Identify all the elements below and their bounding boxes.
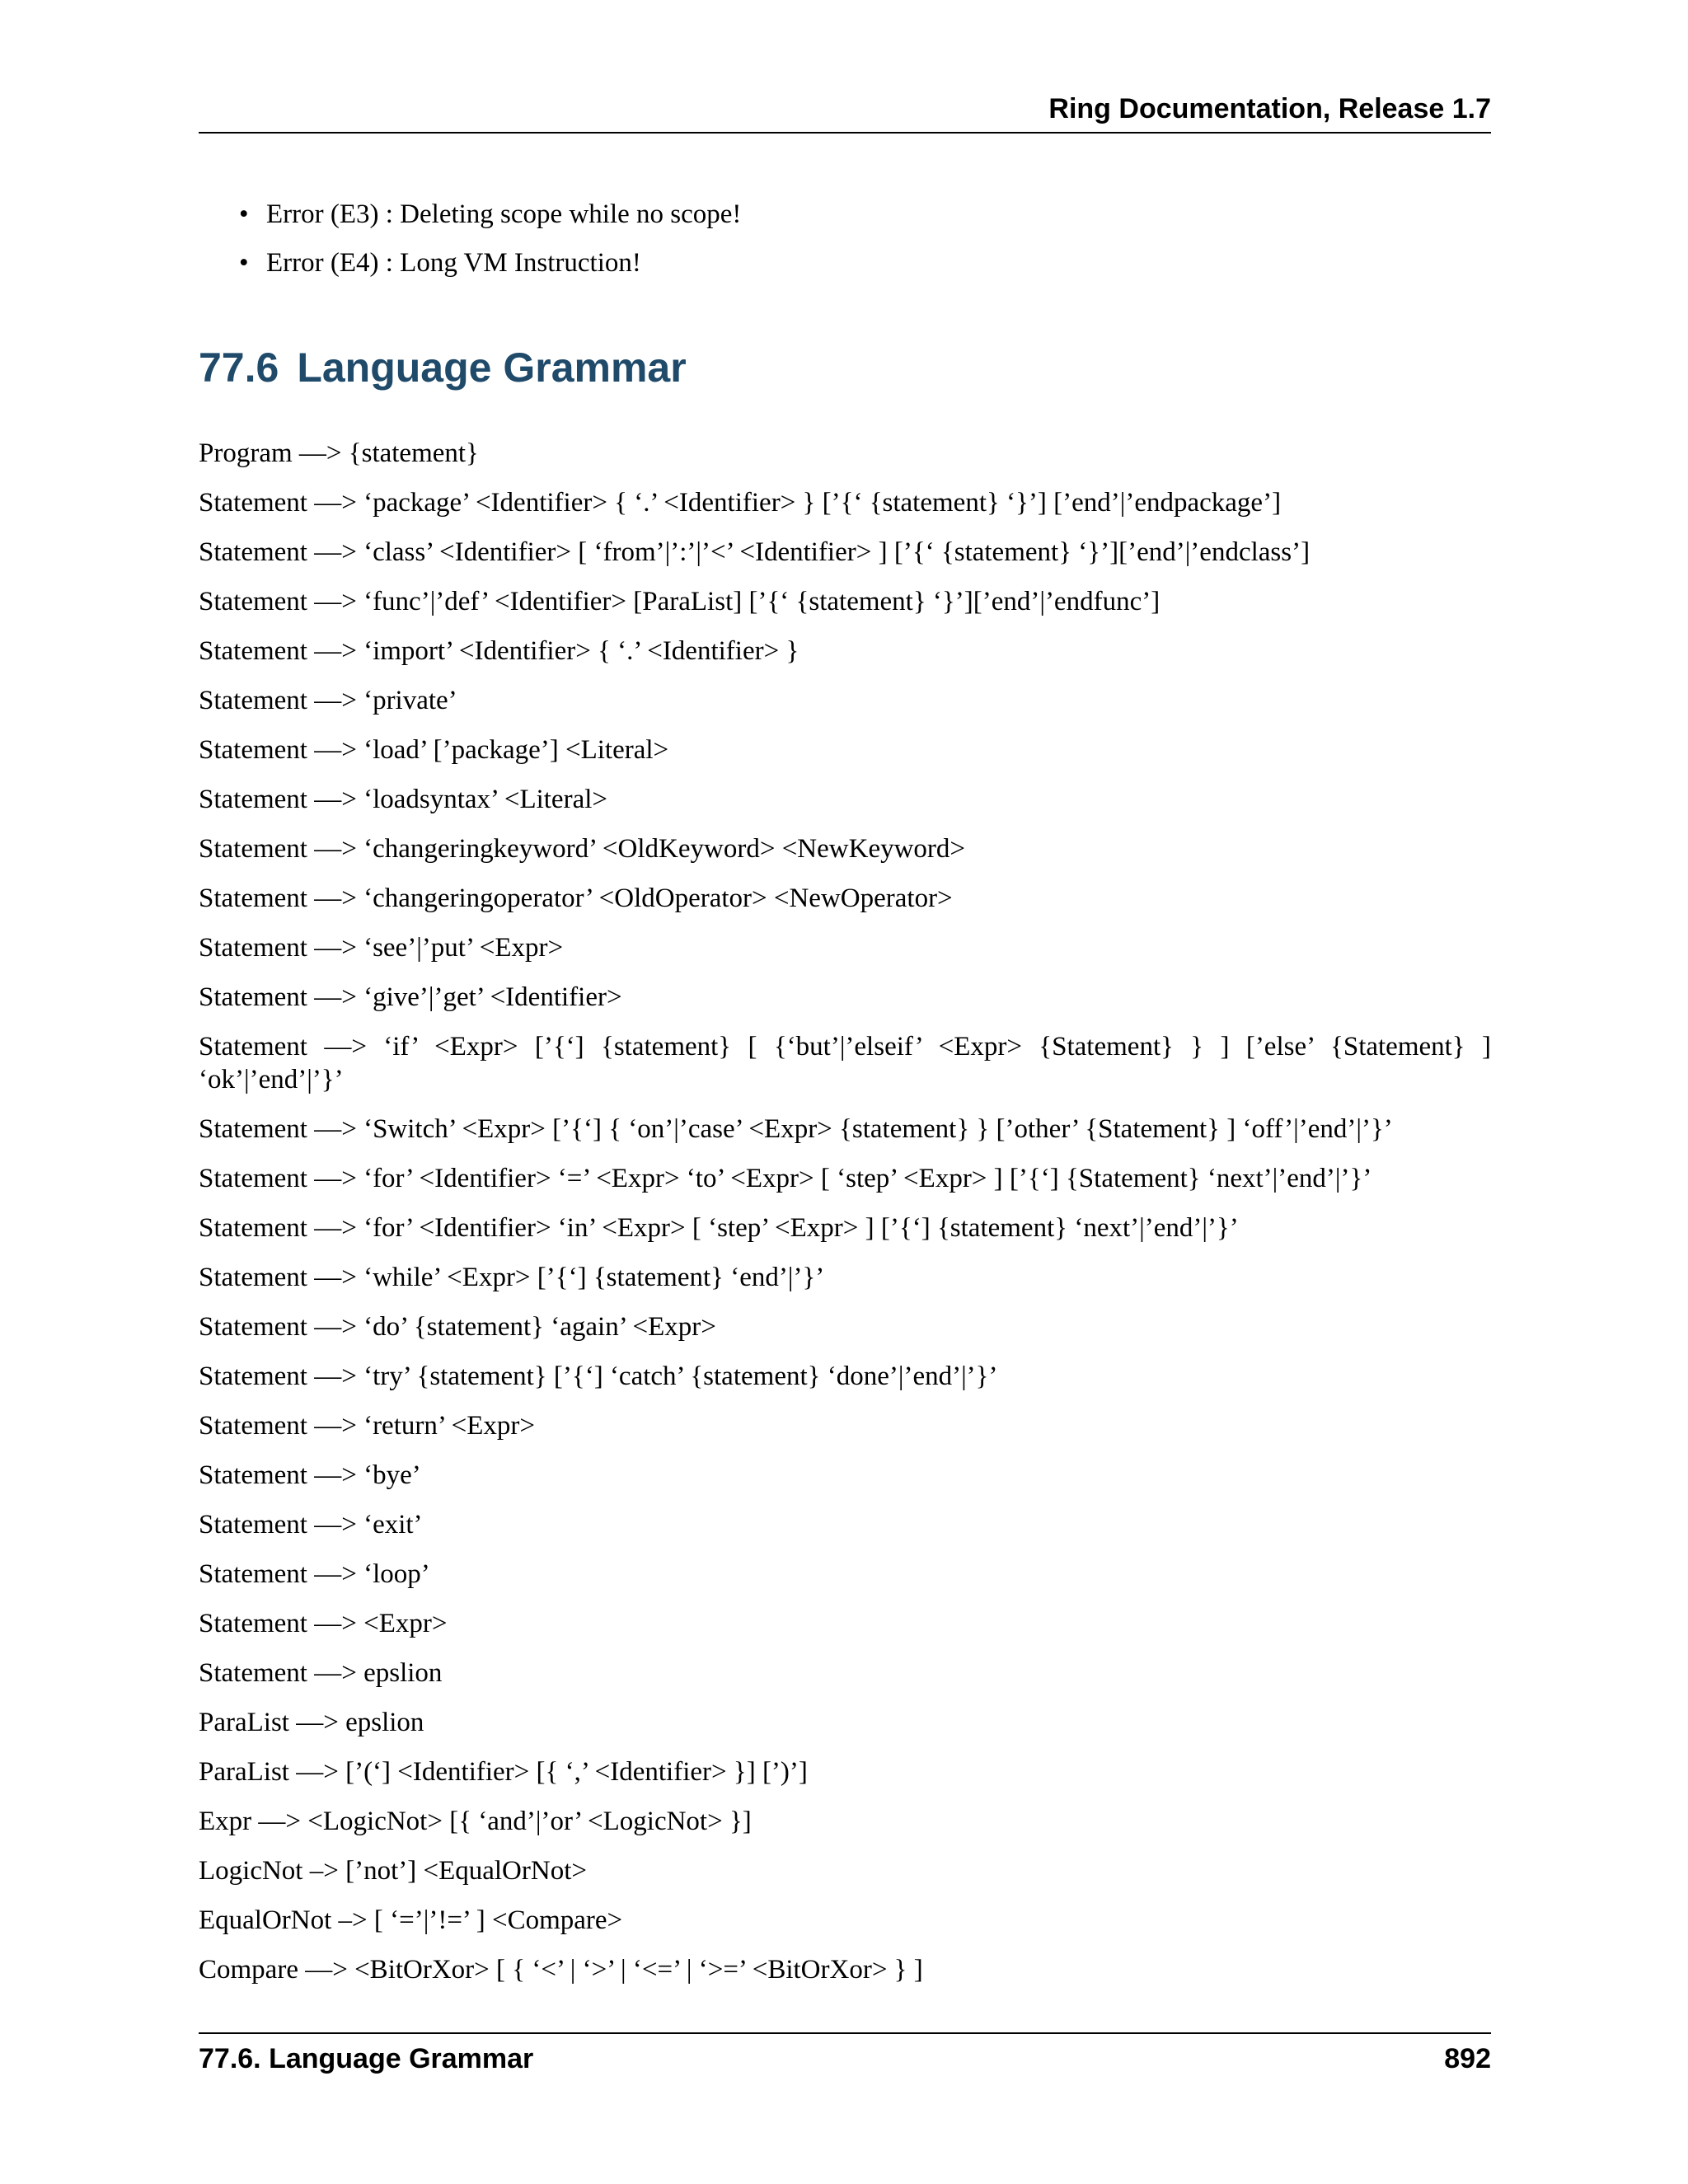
grammar-rule: Statement —> ‘see’|’put’ <Expr> — [199, 933, 564, 963]
grammar-rule: Statement —> ‘Switch’ <Expr> [’{‘] { ‘on’|’case’ <Expr> {statement} } [’other’ {Statement} ] ‘off’|’end’|’}’ — [199, 1114, 1393, 1144]
page-footer — [199, 2032, 1491, 2083]
list-item-text: Error (E4) : Long VM Instruction! — [266, 248, 641, 278]
grammar-rule: Statement —> ‘exit’ — [199, 1510, 423, 1540]
grammar-rule: Statement —> ‘changeringoperator’ <OldOperator> <NewOperator> — [199, 883, 953, 913]
grammar-rule: Program —> {statement} — [199, 438, 479, 468]
grammar-rule: Statement —> ‘if’ <Expr> [’{‘] {statement} [ {‘but’|’elseif’ <Expr> {Statement} } ] [’else’ {Statement} ] ‘ok’|’end’|’}’ — [199, 1032, 1491, 1094]
grammar-rule: Statement —> ‘while’ <Expr> [’{‘] {statement} ‘end’|’}’ — [199, 1263, 825, 1292]
grammar-rule: Statement —> ‘loop’ — [199, 1559, 430, 1589]
grammar-rule: Statement —> epslion — [199, 1658, 443, 1688]
grammar-rule: Statement —> <Expr> — [199, 1609, 448, 1638]
error-list — [239, 198, 741, 295]
footer-section-title: 77.6. Language Grammar — [199, 2043, 534, 2074]
grammar-rules — [199, 437, 1491, 2003]
section-heading — [199, 341, 687, 394]
grammar-rule: Statement —> ‘import’ <Identifier> { ‘.’ <Identifier> } — [199, 636, 799, 666]
grammar-rule: ParaList —> [’(‘] <Identifier> [{ ‘,’ <Identifier> }] [’)’] — [199, 1757, 808, 1787]
page-number: 892 — [1444, 2043, 1491, 2074]
section-title: Language Grammar — [297, 344, 687, 391]
grammar-rule: Statement —> ‘changeringkeyword’ <OldKeyword> <NewKeyword> — [199, 834, 966, 864]
document-title: Ring Documentation, Release 1.7 — [1048, 93, 1491, 124]
grammar-rule: ParaList —> epslion — [199, 1708, 424, 1737]
grammar-rule: Statement —> ‘class’ <Identifier> [ ‘from’|’:’|’<’ <Identifier> ] [’{‘ {statement} ‘}’][’end’|’endclass’] — [199, 537, 1311, 567]
grammar-rule: Statement —> ‘private’ — [199, 686, 457, 715]
grammar-rule: Statement —> ‘for’ <Identifier> ‘in’ <Expr> [ ‘step’ <Expr> ] [’{‘] {statement} ‘next’|’end’|’}’ — [199, 1213, 1239, 1243]
grammar-rule: Statement —> ‘loadsyntax’ <Literal> — [199, 785, 607, 814]
section-number: 77.6 — [199, 344, 279, 391]
grammar-rule: Statement —> ‘return’ <Expr> — [199, 1411, 536, 1441]
grammar-rule: Statement —> ‘for’ <Identifier> ‘=’ <Expr> ‘to’ <Expr> [ ‘step’ <Expr> ] [’{‘] {Statement} ‘next’|’end’|’}’ — [199, 1164, 1372, 1193]
grammar-rule: Expr —> <LogicNot> [{ ‘and’|’or’ <LogicNot> }] — [199, 1807, 752, 1836]
grammar-rule: Statement —> ‘func’|’def’ <Identifier> [ParaList] [’{‘ {statement} ‘}’][’end’|’endfunc’] — [199, 587, 1160, 616]
page-header — [199, 92, 1491, 134]
grammar-rule: Compare —> <BitOrXor> [ { ‘<’ | ‘>’ | ‘<=’ | ‘>=’ <BitOrXor> } ] — [199, 1955, 923, 1985]
grammar-rule: Statement —> ‘load’ [’package’] <Literal> — [199, 735, 669, 765]
list-item-text: Error (E3) : Deleting scope while no scope! — [266, 199, 742, 229]
grammar-rule: Statement —> ‘give’|’get’ <Identifier> — [199, 982, 622, 1012]
grammar-rule: Statement —> ‘try’ {statement} [’{‘] ‘catch’ {statement} ‘done’|’end’|’}’ — [199, 1361, 998, 1391]
list-item — [239, 246, 741, 279]
bullet-icon: • — [239, 248, 249, 278]
grammar-rule: Statement —> ‘do’ {statement} ‘again’ <Expr> — [199, 1312, 716, 1342]
bullet-icon: • — [239, 199, 249, 229]
grammar-rule: Statement —> ‘bye’ — [199, 1460, 421, 1490]
grammar-rule: Statement —> ‘package’ <Identifier> { ‘.’ <Identifier> } [’{‘ {statement} ‘}’] [’end’|’endpackage’] — [199, 488, 1282, 518]
list-item — [239, 198, 741, 231]
grammar-rule: LogicNot –> [’not’] <EqualOrNot> — [199, 1856, 587, 1886]
grammar-rule: EqualOrNot –> [ ‘=’|’!=’ ] <Compare> — [199, 1905, 623, 1935]
